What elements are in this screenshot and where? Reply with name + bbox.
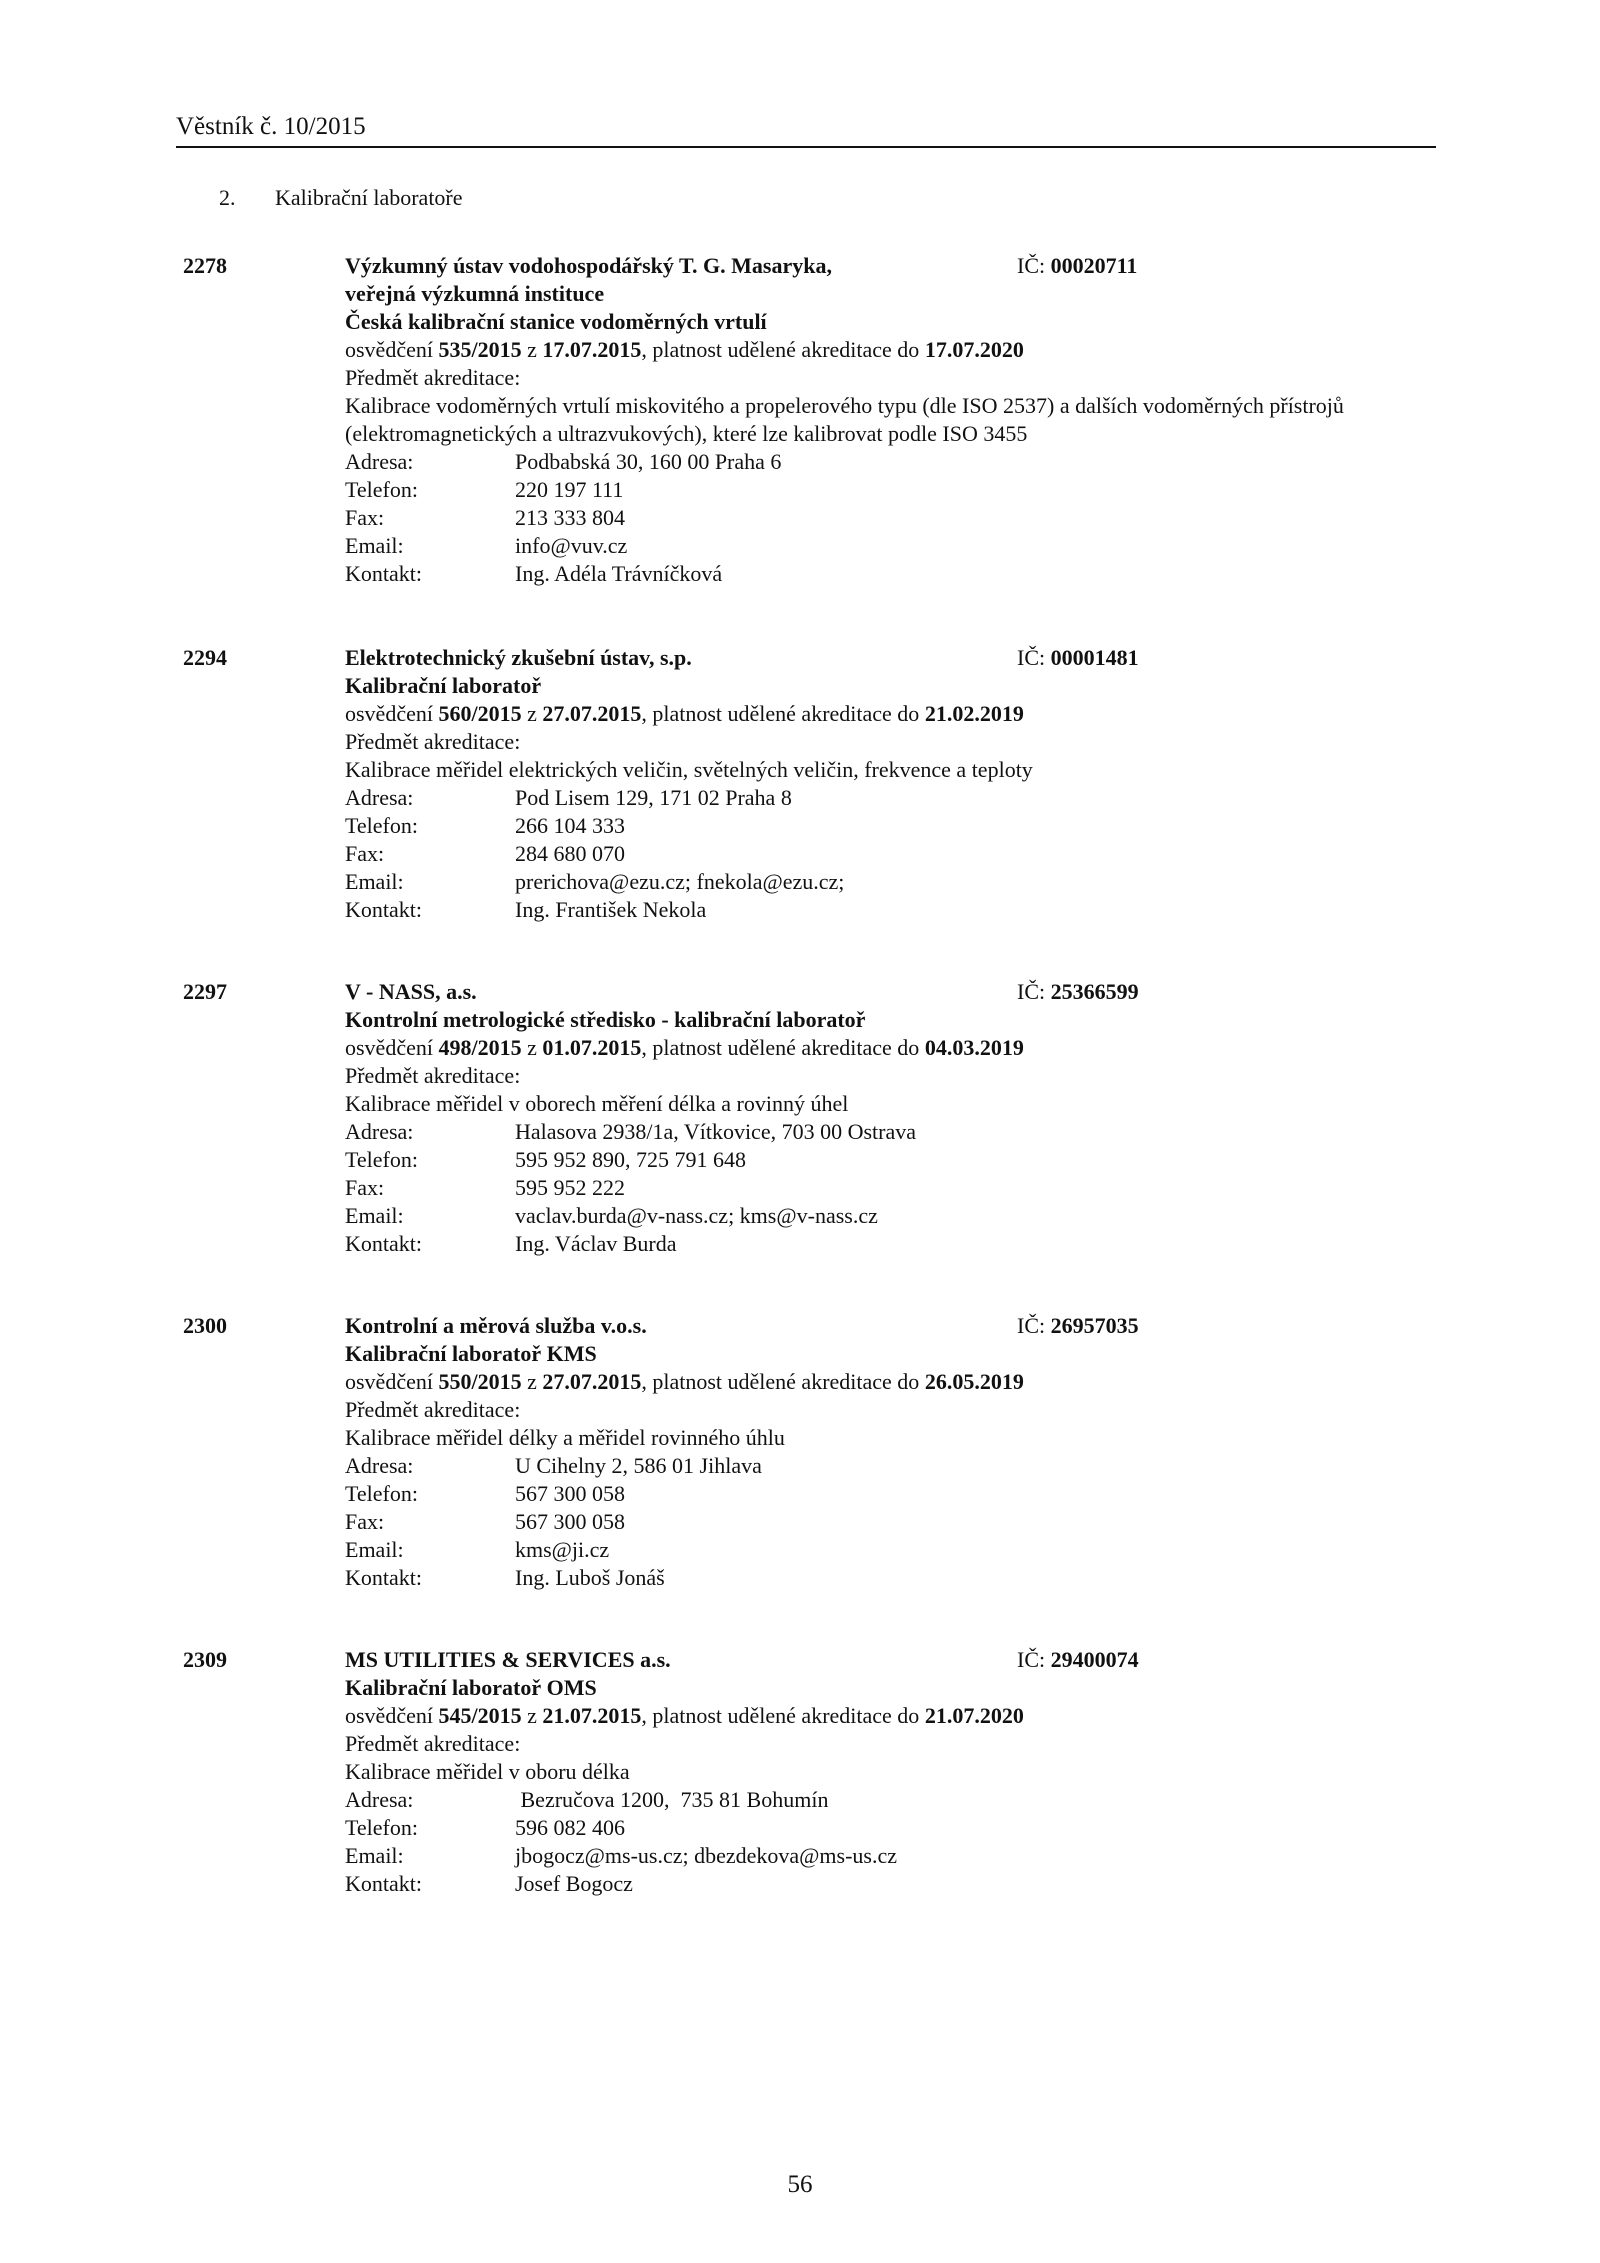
certificate-date: 01.07.2015 xyxy=(542,1035,642,1060)
fax-row xyxy=(345,1508,1395,1536)
contact-label: Kontakt: xyxy=(345,1231,422,1256)
date-connector: z xyxy=(527,1703,537,1728)
address-row xyxy=(345,1118,1395,1146)
date-connector: z xyxy=(527,1369,537,1394)
fax-value: 213 333 804 xyxy=(515,505,625,530)
org-name-line xyxy=(345,1646,1395,1674)
date-connector: z xyxy=(527,337,537,362)
email-value: prerichova@ezu.cz; fnekola@ezu.cz; xyxy=(515,869,845,894)
validity-label: , platnost udělené akreditace do xyxy=(641,1703,920,1728)
phone-value: 266 104 333 xyxy=(515,813,625,838)
registration-number: 2278 xyxy=(183,253,227,278)
contact-value: Ing. Luboš Jonáš xyxy=(515,1565,665,1590)
certificate-date: 21.07.2015 xyxy=(542,1703,642,1728)
address-label: Adresa: xyxy=(345,785,414,810)
fax-label: Fax: xyxy=(345,1509,385,1534)
contact-row xyxy=(345,1230,1395,1258)
ic-value: 29400074 xyxy=(1050,1647,1139,1672)
org-name: Kontrolní a měrová služba v.o.s. xyxy=(345,1313,647,1338)
address-label: Adresa: xyxy=(345,449,414,474)
entry-body xyxy=(345,1312,1395,1592)
certificate-line xyxy=(345,336,1395,364)
address-value: Podbabská 30, 160 00 Praha 6 xyxy=(515,449,782,474)
email-row xyxy=(345,868,1395,896)
address-row xyxy=(345,1452,1395,1480)
certificate-number: 550/2015 xyxy=(438,1369,522,1394)
address-label: Adresa: xyxy=(345,1119,414,1144)
phone-value: 596 082 406 xyxy=(515,1815,625,1840)
certificate-line xyxy=(345,1034,1395,1062)
contact-row xyxy=(345,560,1395,588)
ic-value: 00001481 xyxy=(1050,645,1139,670)
scope-text: Kalibrace měřidel elektrických veličin, světelných veličin, frekvence a teploty xyxy=(345,757,1033,782)
org-name: MS UTILITIES & SERVICES a.s. xyxy=(345,1647,671,1672)
org-name: Výzkumný ústav vodohospodářský T. G. Masaryka, xyxy=(345,253,832,278)
certificate-number: 545/2015 xyxy=(438,1703,522,1728)
scope-label: Předmět akreditace: xyxy=(345,1731,521,1756)
address-label: Adresa: xyxy=(345,1787,414,1812)
email-row xyxy=(345,1202,1395,1230)
phone-row xyxy=(345,812,1395,840)
contact-value: Ing. František Nekola xyxy=(515,897,707,922)
org-name-line xyxy=(345,978,1395,1006)
validity-date: 17.07.2020 xyxy=(924,337,1024,362)
lab-unit-name: Kontrolní metrologické středisko - kalibrační laboratoř xyxy=(345,1007,866,1032)
phone-label: Telefon: xyxy=(345,1147,418,1172)
certificate-number: 498/2015 xyxy=(438,1035,522,1060)
org-name-second-line: veřejná výzkumná instituce xyxy=(345,281,605,306)
scope-text: Kalibrace měřidel délky a měřidel rovinného úhlu xyxy=(345,1425,785,1450)
certificate-label: osvědčení xyxy=(345,1369,433,1394)
certificate-line xyxy=(345,1702,1395,1730)
fax-value: 567 300 058 xyxy=(515,1509,625,1534)
contact-label: Kontakt: xyxy=(345,561,422,586)
lab-unit-name: Kalibrační laboratoř OMS xyxy=(345,1675,597,1700)
email-row xyxy=(345,1842,1395,1870)
certificate-label: osvědčení xyxy=(345,1035,433,1060)
address-row xyxy=(345,448,1395,476)
validity-label: , platnost udělené akreditace do xyxy=(641,337,920,362)
email-value: kms@ji.cz xyxy=(515,1537,610,1562)
certificate-line xyxy=(345,700,1395,728)
scope-label: Předmět akreditace: xyxy=(345,365,521,390)
fax-label: Fax: xyxy=(345,505,385,530)
ic-field xyxy=(1017,252,1137,280)
certificate-date: 27.07.2015 xyxy=(542,1369,642,1394)
email-value: vaclav.burda@v-nass.cz; kms@v-nass.cz xyxy=(515,1203,878,1228)
section-title: Kalibrační laboratoře xyxy=(275,185,463,210)
certificate-label: osvědčení xyxy=(345,701,433,726)
certificate-label: osvědčení xyxy=(345,337,433,362)
date-connector: z xyxy=(527,1035,537,1060)
section-heading xyxy=(219,184,463,212)
fax-value: 284 680 070 xyxy=(515,841,625,866)
fax-label: Fax: xyxy=(345,1175,385,1200)
phone-row xyxy=(345,1480,1395,1508)
page-number: 56 xyxy=(787,2171,813,2198)
ic-label: IČ: xyxy=(1017,1647,1046,1672)
contact-value: Josef Bogocz xyxy=(515,1871,633,1896)
registration-number: 2300 xyxy=(183,1313,227,1338)
fax-row xyxy=(345,504,1395,532)
validity-label: , platnost udělené akreditace do xyxy=(641,1035,920,1060)
header-rule xyxy=(176,146,1436,148)
ic-field xyxy=(1017,1646,1139,1674)
phone-row xyxy=(345,1814,1395,1842)
email-label: Email: xyxy=(345,1203,404,1228)
validity-date: 26.05.2019 xyxy=(924,1369,1024,1394)
ic-label: IČ: xyxy=(1017,979,1046,1004)
email-value: info@vuv.cz xyxy=(515,533,628,558)
ic-value: 00020711 xyxy=(1050,253,1138,278)
certificate-date: 27.07.2015 xyxy=(542,701,642,726)
address-value: U Cihelny 2, 586 01 Jihlava xyxy=(515,1453,762,1478)
email-label: Email: xyxy=(345,1537,404,1562)
contact-row xyxy=(345,1870,1395,1898)
contact-value: Ing. Adéla Trávníčková xyxy=(515,561,723,586)
phone-value: 220 197 111 xyxy=(515,477,624,502)
org-name: V - NASS, a.s. xyxy=(345,979,477,1004)
ic-field xyxy=(1017,1312,1139,1340)
contact-row xyxy=(345,896,1395,924)
ic-value: 25366599 xyxy=(1050,979,1139,1004)
validity-date: 04.03.2019 xyxy=(924,1035,1024,1060)
ic-label: IČ: xyxy=(1017,645,1046,670)
validity-label: , platnost udělené akreditace do xyxy=(641,1369,920,1394)
contact-label: Kontakt: xyxy=(345,1565,422,1590)
phone-label: Telefon: xyxy=(345,1481,418,1506)
phone-row xyxy=(345,476,1395,504)
ic-value: 26957035 xyxy=(1050,1313,1139,1338)
ic-field xyxy=(1017,644,1139,672)
entry-body xyxy=(345,252,1395,588)
certificate-number: 535/2015 xyxy=(438,337,522,362)
certificate-label: osvědčení xyxy=(345,1703,433,1728)
contact-label: Kontakt: xyxy=(345,897,422,922)
contact-row xyxy=(345,1564,1395,1592)
email-label: Email: xyxy=(345,869,404,894)
scope-text: Kalibrace vodoměrných vrtulí miskovitého a propelerového typu (dle ISO 2537) a dalších vodoměrných přístrojů (elektromagnetických a ultrazvukových), které lze kalibrovat podle ISO 3455 xyxy=(345,393,1344,446)
certificate-number: 560/2015 xyxy=(438,701,522,726)
org-name-line xyxy=(345,252,1395,280)
scope-text: Kalibrace měřidel v oboru délka xyxy=(345,1759,630,1784)
validity-date: 21.07.2020 xyxy=(924,1703,1024,1728)
fax-value: 595 952 222 xyxy=(515,1175,625,1200)
scope-label: Předmět akreditace: xyxy=(345,729,521,754)
contact-label: Kontakt: xyxy=(345,1871,422,1896)
phone-row xyxy=(345,1146,1395,1174)
fax-row xyxy=(345,840,1395,868)
phone-label: Telefon: xyxy=(345,813,418,838)
email-row xyxy=(345,532,1395,560)
email-label: Email: xyxy=(345,533,404,558)
address-row xyxy=(345,1786,1395,1814)
address-row xyxy=(345,784,1395,812)
address-label: Adresa: xyxy=(345,1453,414,1478)
entry-body xyxy=(345,644,1395,924)
scope-label: Předmět akreditace: xyxy=(345,1397,521,1422)
phone-label: Telefon: xyxy=(345,477,418,502)
scope-label: Předmět akreditace: xyxy=(345,1063,521,1088)
ic-field xyxy=(1017,978,1139,1006)
lab-unit-name: Kalibrační laboratoř KMS xyxy=(345,1341,597,1366)
org-name-line xyxy=(345,644,1395,672)
phone-value: 567 300 058 xyxy=(515,1481,625,1506)
registration-number: 2297 xyxy=(183,979,227,1004)
email-label: Email: xyxy=(345,1843,404,1868)
org-name: Elektrotechnický zkušební ústav, s.p. xyxy=(345,645,692,670)
email-row xyxy=(345,1536,1395,1564)
scope-text: Kalibrace měřidel v oborech měření délka a rovinný úhel xyxy=(345,1091,849,1116)
phone-value: 595 952 890, 725 791 648 xyxy=(515,1147,746,1172)
ic-label: IČ: xyxy=(1017,253,1046,278)
address-value: Bezručova 1200, 735 81 Bohumín xyxy=(515,1787,829,1812)
contact-value: Ing. Václav Burda xyxy=(515,1231,677,1256)
certificate-line xyxy=(345,1368,1395,1396)
registration-number: 2294 xyxy=(183,645,227,670)
fax-row xyxy=(345,1174,1395,1202)
fax-label: Fax: xyxy=(345,841,385,866)
page-header-title: Věstník č. 10/2015 xyxy=(176,113,366,140)
certificate-date: 17.07.2015 xyxy=(542,337,642,362)
validity-date: 21.02.2019 xyxy=(924,701,1024,726)
address-value: Halasova 2938/1a, Vítkovice, 703 00 Ostrava xyxy=(515,1119,917,1144)
email-value: jbogocz@ms-us.cz; dbezdekova@ms-us.cz xyxy=(515,1843,898,1868)
address-value: Pod Lisem 129, 171 02 Praha 8 xyxy=(515,785,792,810)
ic-label: IČ: xyxy=(1017,1313,1046,1338)
date-connector: z xyxy=(527,701,537,726)
phone-label: Telefon: xyxy=(345,1815,418,1840)
entry-body xyxy=(345,1646,1395,1898)
validity-label: , platnost udělené akreditace do xyxy=(641,701,920,726)
section-number: 2. xyxy=(219,185,236,210)
lab-unit-name: Česká kalibrační stanice vodoměrných vrtulí xyxy=(345,309,767,334)
entry-body xyxy=(345,978,1395,1258)
lab-unit-name: Kalibrační laboratoř xyxy=(345,673,542,698)
registration-number: 2309 xyxy=(183,1647,227,1672)
org-name-line xyxy=(345,1312,1395,1340)
